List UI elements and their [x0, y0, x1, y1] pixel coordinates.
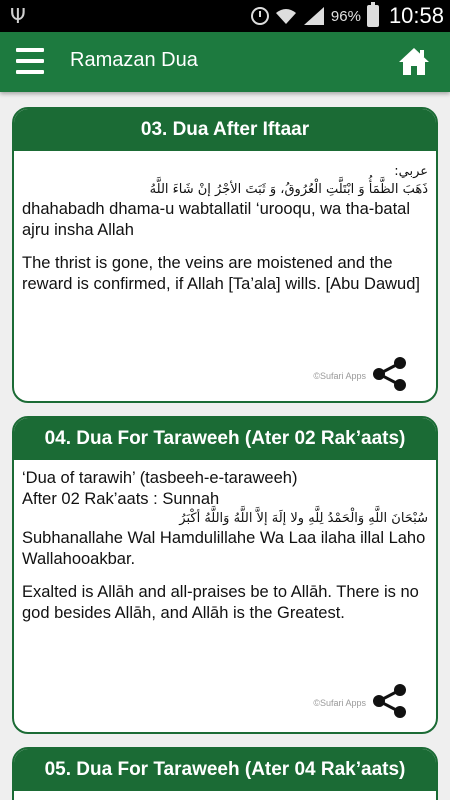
hamburger-menu-icon[interactable]	[16, 48, 44, 76]
dua-card	[12, 416, 438, 734]
card-body	[14, 460, 436, 624]
dua-card	[12, 747, 438, 800]
share-icon[interactable]	[372, 356, 408, 392]
battery-percent: 96%	[330, 7, 361, 25]
signal-icon	[303, 6, 325, 26]
share-icon[interactable]	[372, 683, 408, 719]
card-title: 03. Dua After Iftaar	[14, 109, 436, 151]
app-bar	[0, 32, 450, 92]
transliteration-text: Subhanallahe Wal Hamdulillahe Wa Laa ilaha illal Laho Wallahooakbar.	[22, 529, 426, 568]
translation-text: The thrist is gone, the veins are moistened and the reward is confirmed, if Allah [Ta’ala] wills. [Abu Dawud]	[22, 254, 420, 293]
arabic-text: سُبْحَانَ اللَّهِ وَالْحَمْدُ لِلَّهِ ولا إلَهَ إلاَّ اللَّهُ وَاللَّهُ أكْبَرُ	[179, 511, 428, 526]
dua-list[interactable]	[0, 92, 450, 800]
arabic-label: عربي:	[394, 164, 428, 179]
usb-icon: Ψ	[10, 4, 26, 28]
arabic-text: ذَهَبَ الظَّمَأُ وَ ابْتَلَّتِ الْعُرُوقُ، وَ ثَبَتَ الأجْرُ إنْ شَاءَ اللَّهُ	[149, 182, 428, 197]
card-title: 04. Dua For Taraweeh (Ater 02 Rak’aats)	[14, 418, 436, 460]
app-title: Ramazan Dua	[70, 49, 198, 71]
watermark: ©Sufari Apps	[313, 698, 366, 708]
card-body	[14, 151, 436, 295]
transliteration-text: dhahabadh dhama-u wabtallatil ‘urooqu, wa tha-batal ajru insha Allah	[22, 200, 411, 239]
card-title: 05. Dua For Taraweeh (Ater 04 Rak’aats)	[14, 749, 436, 791]
watermark: ©Sufari Apps	[313, 371, 366, 381]
battery-icon	[367, 5, 379, 27]
alarm-icon	[251, 7, 269, 25]
home-icon[interactable]	[398, 45, 430, 77]
clock: 10:58	[388, 3, 444, 28]
status-bar	[0, 0, 450, 32]
wifi-icon	[275, 7, 297, 25]
intro-text: ‘Dua of tarawih’ (tasbeeh-e-taraweeh)	[22, 469, 298, 487]
dua-card	[12, 107, 438, 403]
subtitle-text: After 02 Rak’aats : Sunnah	[22, 490, 220, 508]
translation-text: Exalted is Allāh and all-praises be to Allāh. There is no god besides Allāh, and Allāh is the Greatest.	[22, 583, 419, 622]
